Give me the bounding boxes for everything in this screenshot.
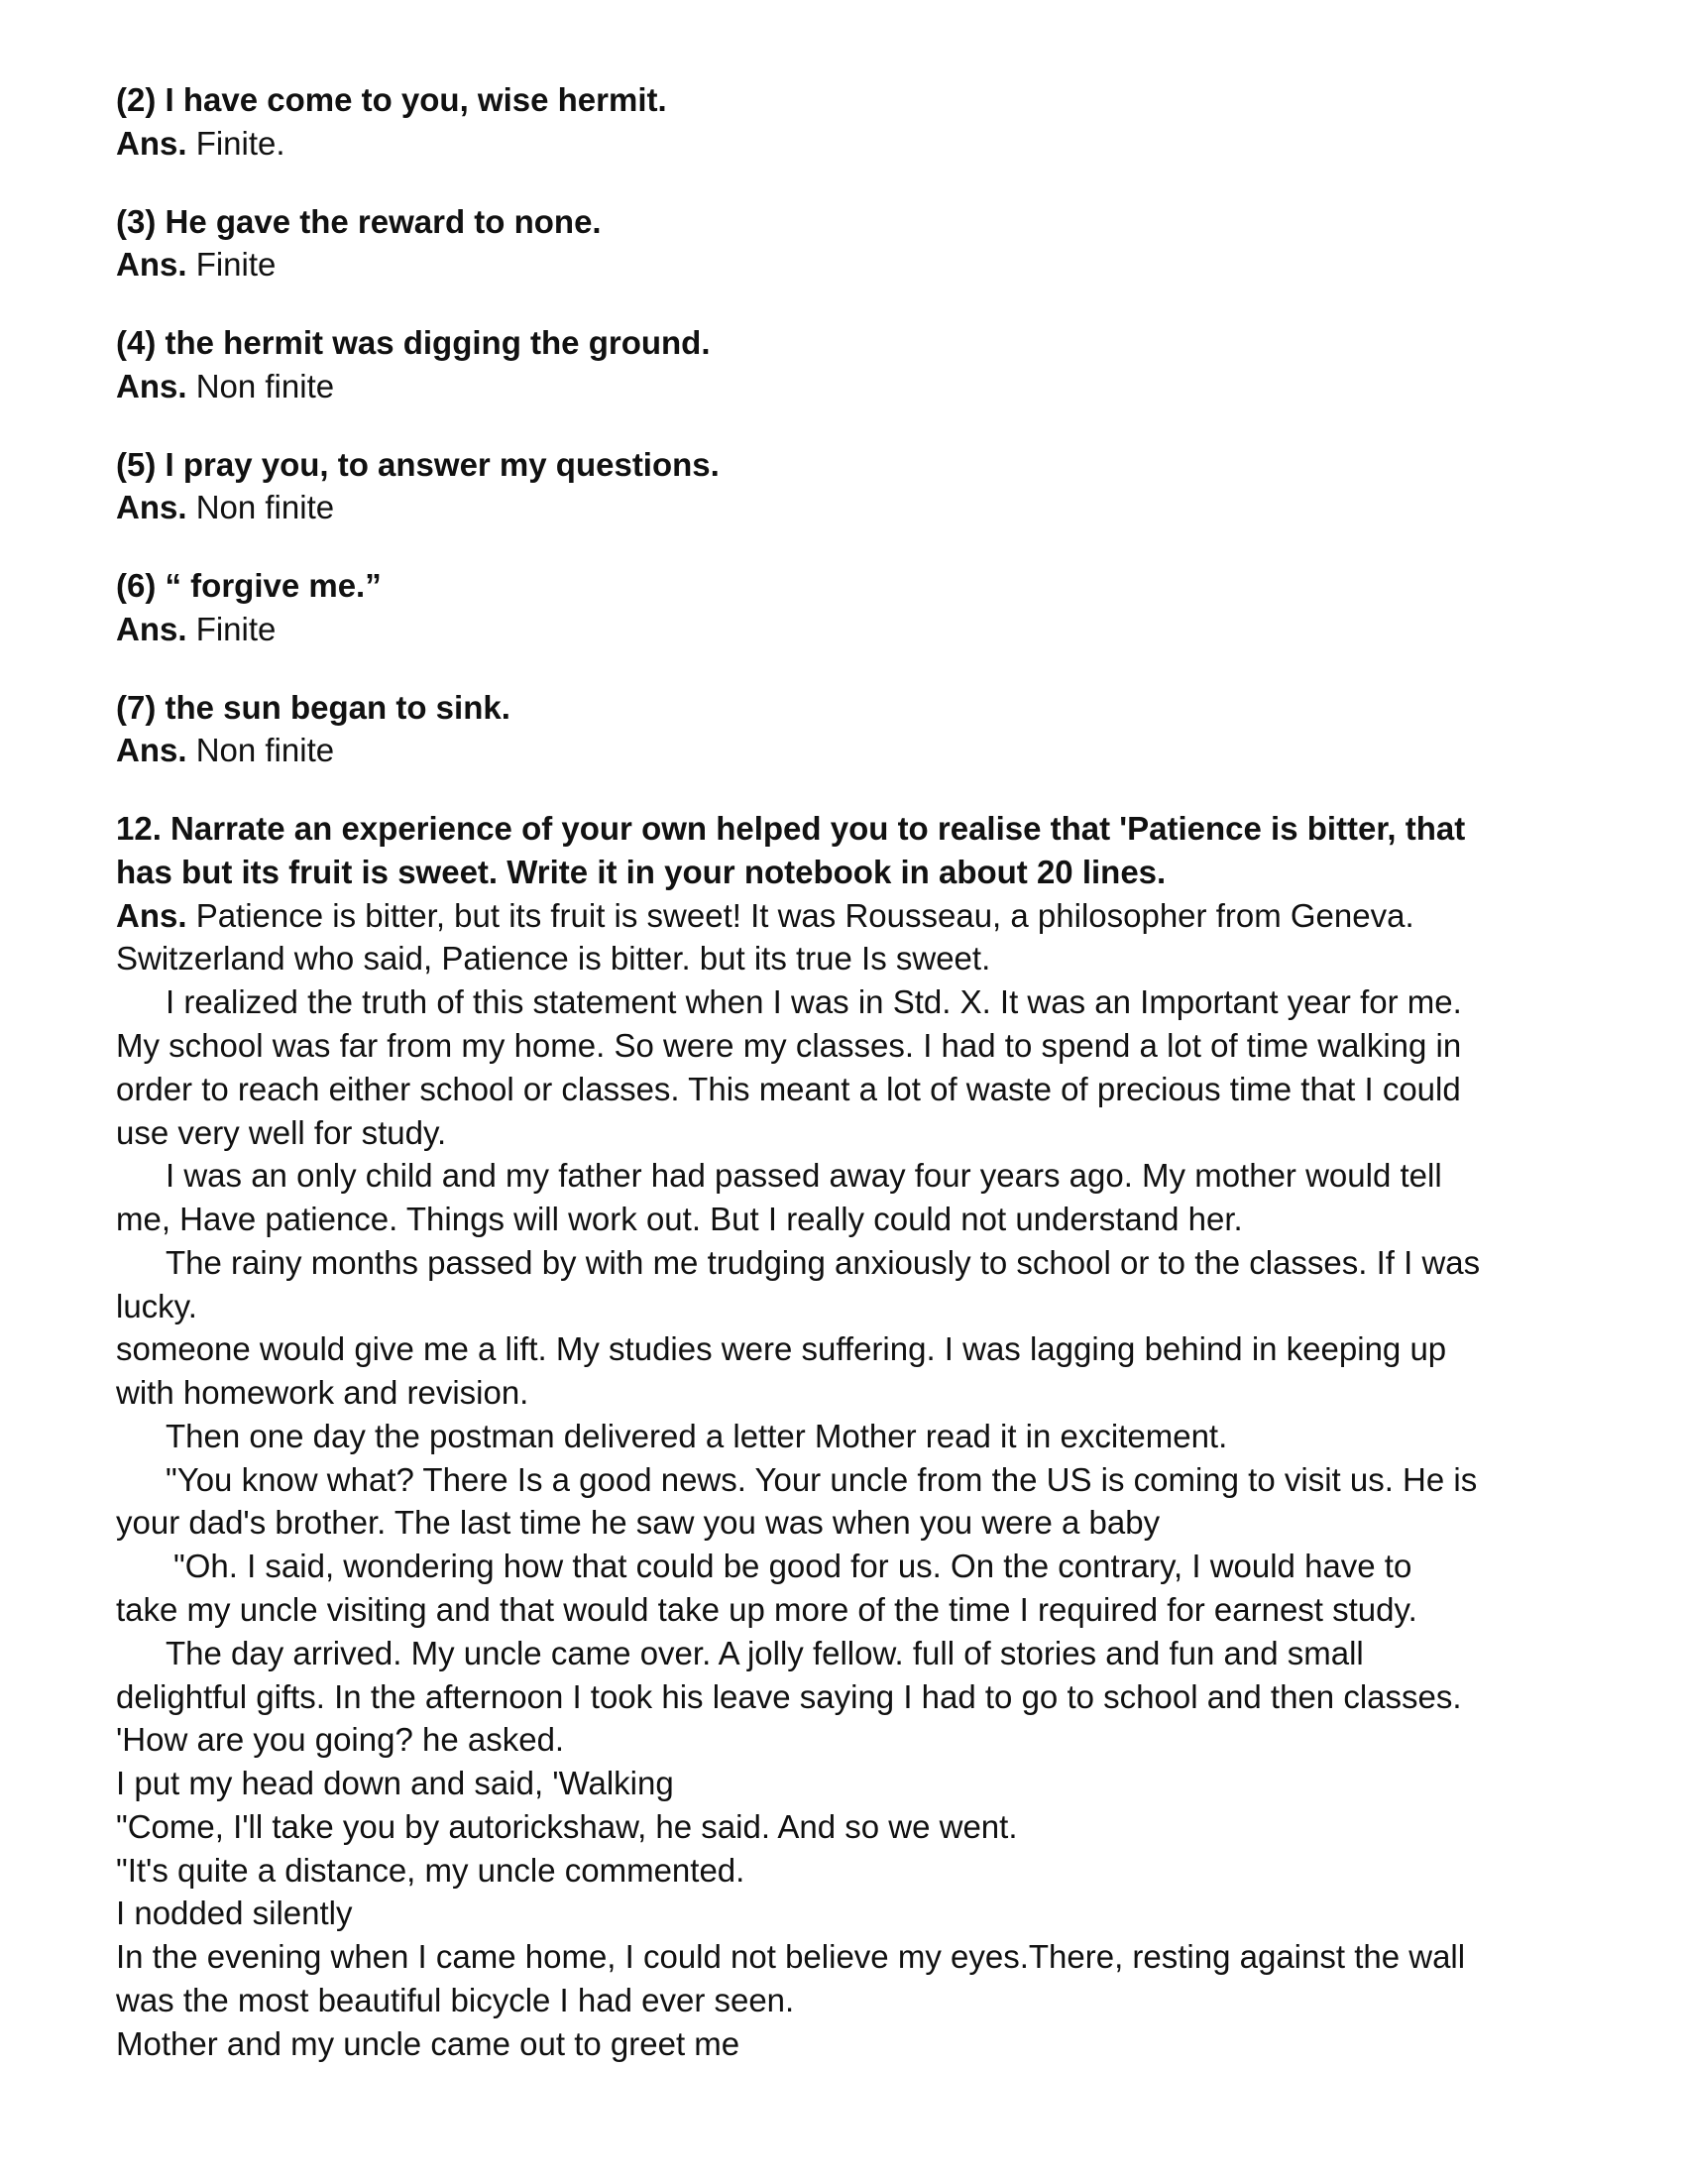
exercise-answer <box>116 608 1583 651</box>
answer-body-line: "It's quite a distance, my uncle commented. <box>116 1851 745 1889</box>
answer-body-line: take my uncle visiting and that would take up more of the time I required for earnest study. <box>116 1590 1417 1628</box>
exercise-answer <box>116 243 1583 287</box>
exercise-question: (3) He gave the reward to none. <box>116 202 602 240</box>
exercise-item <box>116 443 1583 530</box>
answer-label: Ans. <box>116 489 187 526</box>
answer-text: Finite. <box>195 124 285 162</box>
exercise-item <box>116 78 1583 166</box>
exercise-question: (4) the hermit was digging the ground. <box>116 324 711 362</box>
answer-label: Ans. <box>116 367 187 404</box>
answer-body-line: with homework and revision. <box>116 1374 529 1412</box>
answer-body-line: I realized the truth of this statement when I was in Std. X. It was an Important year for me. <box>166 983 1462 1021</box>
answer-text: Non finite <box>195 732 335 769</box>
answer-body-line: me, Have patience. Things will work out. But I really could not understand her. <box>116 1201 1243 1238</box>
answer-body-line: My school was far from my home. So were my classes. I had to spend a lot of time walking in <box>116 1027 1462 1065</box>
answer-body-line: I nodded silently <box>116 1895 353 1932</box>
answer-body-line: I was an only child and my father had passed away four years ago. My mother would tell <box>166 1157 1442 1195</box>
answer-body-line: use very well for study. <box>116 1113 447 1151</box>
exercise-answer <box>116 365 1583 408</box>
exercise-answer <box>116 486 1583 529</box>
exercise-question: (7) the sun began to sink. <box>116 688 510 726</box>
question-heading-line: 12. Narrate an experience of your own helped you to realise that 'Patience is bitter, that <box>116 810 1466 848</box>
answer-text: Finite <box>195 610 277 647</box>
answer-body <box>116 937 1583 2065</box>
exercise-item <box>116 564 1583 651</box>
exercise-answer <box>116 729 1583 772</box>
answer-label: Ans. <box>116 610 187 647</box>
answer-body-line: "Come, I'll take you by autorickshaw, he said. And so we went. <box>116 1807 1018 1845</box>
answer-body-line: Mother and my uncle came out to greet me <box>116 2024 740 2062</box>
answer-body-line: order to reach either school or classes. This meant a lot of waste of precious time that I could <box>116 1070 1461 1107</box>
answer-body-line: was the most beautiful bicycle I had ever seen. <box>116 1981 795 2018</box>
answer-body-line: lucky. <box>116 1287 197 1324</box>
answer-body-line: someone would give me a lift. My studies were suffering. I was lagging behind in keeping up <box>116 1330 1447 1368</box>
answer-text: Non finite <box>195 489 335 526</box>
answer-text: Finite <box>195 246 277 284</box>
answer-body-line: In the evening when I came home, I could not believe my eyes.There, resting against the wall <box>116 1938 1466 1976</box>
document-page <box>116 78 1583 2065</box>
answer-body-line: Switzerland who said, Patience is bitter. but its true Is sweet. <box>116 940 991 977</box>
exercise-item <box>116 200 1583 287</box>
answer-body-line: "Oh. I said, wondering how that could be good for us. On the contrary, I would have to <box>173 1548 1412 1585</box>
exercise-item <box>116 321 1583 408</box>
answer-body-line: your dad's brother. The last time he saw you was when you were a baby <box>116 1504 1161 1542</box>
question-heading-line: has but its fruit is sweet. Write it in your notebook in about 20 lines. <box>116 853 1167 890</box>
exercise-answer <box>116 122 1583 166</box>
answer-label: Ans. <box>116 124 187 162</box>
answer-label: Ans. <box>116 732 187 769</box>
answer-body-line: I put my head down and said, 'Walking <box>116 1765 674 1802</box>
answer-label: Ans. <box>116 896 187 934</box>
answer-first-line <box>116 894 1583 938</box>
answer-body-line: The rainy months passed by with me trudging anxiously to school or to the classes. If I was <box>166 1243 1481 1281</box>
answer-body-line: The day arrived. My uncle came over. A jolly fellow. full of stories and fun and small <box>166 1634 1364 1671</box>
exercise-question: (2) I have come to you, wise hermit. <box>116 81 667 118</box>
answer-body-line: "You know what? There Is a good news. Your uncle from the US is coming to visit us. He is <box>166 1460 1478 1498</box>
answer-body-line: 'How are you going? he asked. <box>116 1721 565 1759</box>
answer-label: Ans. <box>116 246 187 284</box>
exercise-question: (5) I pray you, to answer my questions. <box>116 445 720 483</box>
answer-body-line: delightful gifts. In the afternoon I took his leave saying I had to go to school and then classes. <box>116 1677 1462 1715</box>
exercise-item <box>116 686 1583 773</box>
exercise-question: (6) “ forgive me.” <box>116 567 382 605</box>
answer-text: Patience is bitter, but its fruit is sweet! It was Rousseau, a philosopher from Geneva. <box>195 896 1414 934</box>
question-12 <box>116 807 1583 2065</box>
answer-body-line: Then one day the postman delivered a letter Mother read it in excitement. <box>166 1417 1228 1454</box>
answer-text: Non finite <box>195 367 335 404</box>
